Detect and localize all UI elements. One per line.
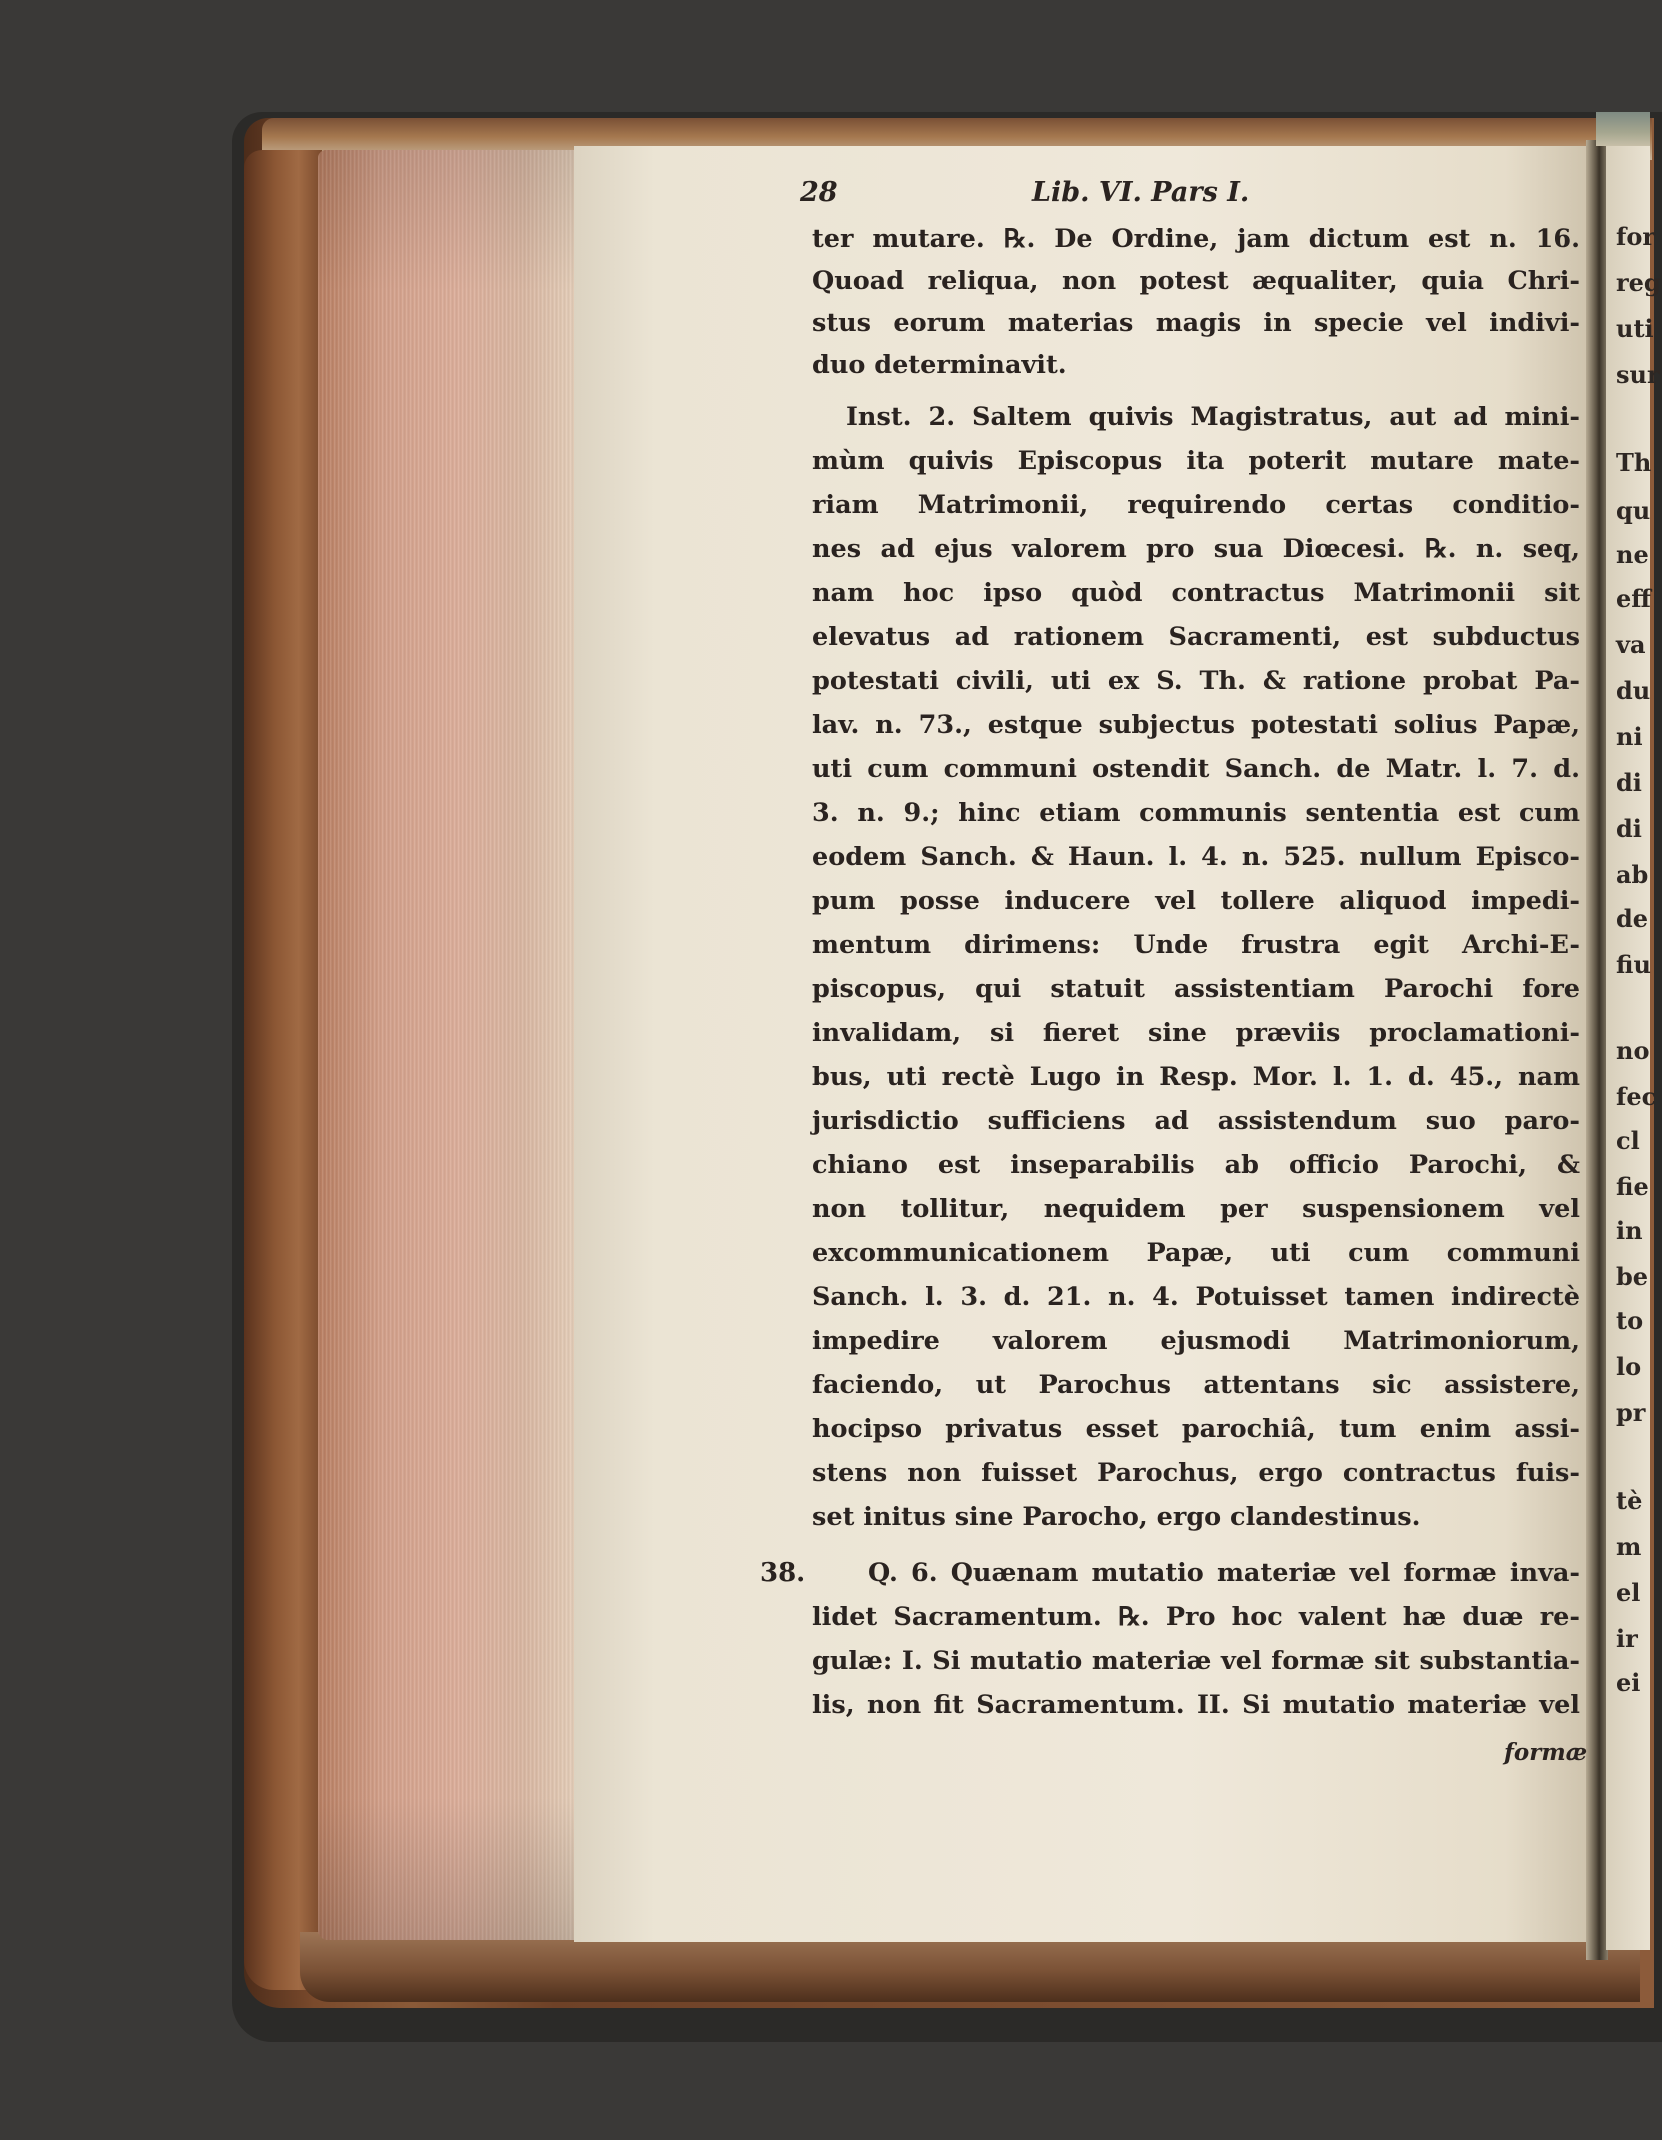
text-line: impedire valorem ejusmodi Matrimoniorum, [812,1326,1580,1356]
text-line: non tollitur, nequidem per suspensionem vel [812,1194,1580,1224]
paragraph-number: 38. [760,1558,806,1588]
text-line: set initus sine Parocho, ergo clandestinus. [812,1502,1421,1532]
running-title: Lib. VI. Pars I. [1032,177,1250,208]
fragment: va [1616,630,1646,659]
fragment: cl [1616,1126,1640,1155]
fragment: Th [1616,448,1652,477]
text-line: eodem Sanch. & Haun. l. 4. n. 525. nullum Episco- [812,842,1580,872]
text-line: excommunicationem Papæ, uti cum communi [812,1238,1580,1268]
text-line: lav. n. 73., estque subjectus potestati solius Papæ, [812,710,1580,740]
fragment: in [1616,1216,1643,1245]
text-line: riam Matrimonii, requirendo certas conditio- [812,490,1580,520]
text-line: Inst. 2. Saltem quivis Magistratus, aut ad mini- [846,402,1580,432]
text-line: stus eorum materias magis in specie vel indivi- [812,308,1580,338]
text-line: chiano est inseparabilis ab officio Parochi, & [812,1150,1580,1180]
catchword: formæ [1504,1739,1588,1766]
text-line: lidet Sacramentum. ℞. Pro hoc valent hæ duæ re- [812,1602,1580,1632]
fragment: fiu [1616,950,1651,979]
fragment: ni [1616,722,1643,751]
text-line: hocipso privatus esset parochiâ, tum enim assi- [812,1414,1580,1444]
text-line: Quoad reliqua, non potest æqualiter, quia Chri- [812,266,1580,296]
fragment: m [1616,1532,1642,1561]
fragment: for [1616,222,1655,251]
text-line: piscopus, qui statuit assistentiam Parochi fore [812,974,1580,1004]
fragment: be [1616,1262,1649,1291]
text-line: uti cum communi ostendit Sanch. de Matr. l. 7. d. [812,754,1580,784]
text-line: duo determinavit. [812,350,1067,380]
fragment: fec [1616,1082,1657,1111]
text-line: nam hoc ipso quòd contractus Matrimonii sit [812,578,1580,608]
text-line: mùm quivis Episcopus ita poterit mutare mate- [812,446,1580,476]
text-line: faciendo, ut Parochus attentans sic assistere, [812,1370,1580,1400]
fragment: el [1616,1578,1641,1607]
fragment: reg [1616,268,1661,297]
fragment: pr [1616,1398,1646,1427]
fragment: di [1616,814,1642,843]
fragment: ei [1616,1668,1641,1697]
text-line: jurisdictio sufficiens ad assistendum suo paro- [812,1106,1580,1136]
fragment: fie [1616,1172,1649,1201]
text-line: pum posse inducere vel tollere aliquod impedi- [812,886,1580,916]
text-line: Sanch. l. 3. d. 21. n. 4. Potuisset tamen indirectè [812,1282,1580,1312]
text-line: Q. 6. Quænam mutatio materiæ vel formæ inva- [868,1558,1580,1588]
text-line: bus, uti rectè Lugo in Resp. Mor. l. 1. d. 45., nam [812,1062,1580,1092]
fragment: sur [1616,360,1660,389]
fragment: eff [1616,584,1651,613]
fragment: lo [1616,1352,1642,1381]
fragment: ne [1616,540,1649,569]
fragment: ir [1616,1624,1638,1653]
text-line: 3. n. 9.; hinc etiam communis sententia est cum [812,798,1580,828]
fragment: di [1616,768,1642,797]
fragment: de [1616,904,1649,933]
fragment: uti [1616,314,1654,343]
fragment: tè [1616,1486,1643,1515]
fragment: du [1616,676,1651,705]
text-line: potestati civili, uti ex S. Th. & ratione probat Pa- [812,666,1580,696]
text-line: stens non fuisset Parochus, ergo contractus fuis- [812,1458,1580,1488]
text-line: invalidam, si fieret sine præviis proclamationi- [812,1018,1580,1048]
text-line: nes ad ejus valorem pro sua Diœcesi. ℞. n. seq, [812,534,1580,564]
fragment: ab [1616,860,1649,889]
fragment: to [1616,1306,1644,1335]
page-number: 28 [800,177,838,208]
text-line: elevatus ad rationem Sacramenti, est subductus [812,622,1580,652]
text-line: mentum dirimens: Unde frustra egit Archi-E- [812,930,1580,960]
text-line: ter mutare. ℞. De Ordine, jam dictum est n. 16. [812,224,1580,254]
text-line: gulæ: I. Si mutatio materiæ vel formæ sit substantia- [812,1646,1580,1676]
fragment: no [1616,1036,1650,1065]
text-line: lis, non fit Sacramentum. II. Si mutatio materiæ vel [812,1690,1580,1720]
fragment: qu [1616,496,1651,525]
